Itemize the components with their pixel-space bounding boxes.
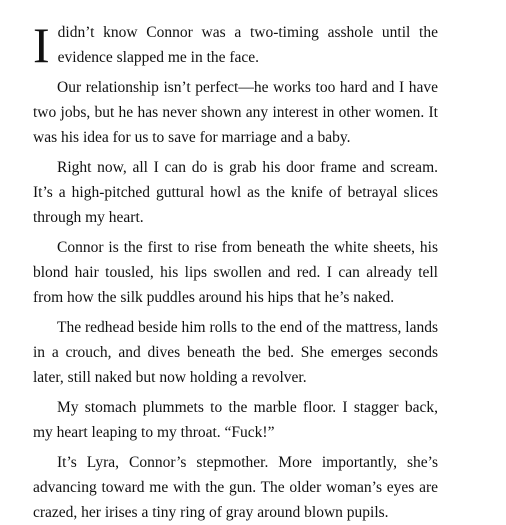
paragraph-1: [33, 17, 438, 73]
document-text: [33, 17, 438, 525]
paragraph-5: The redhead beside him rolls to the end of the mattress, lands in a crouch, and dives beneath the bed. She emerges seconds later, still naked but now holding a revolver.: [33, 319, 438, 386]
paragraph-3: Right now, all I can do is grab his door frame and scream. It’s a high-pitched guttural howl as the knife of betrayal slices through my heart.: [33, 159, 438, 226]
paragraph-1-text: didn’t know Connor was a two-timing asshole until the evidence slapped me in the face.: [57, 24, 438, 66]
paragraph-7: It’s Lyra, Connor’s stepmother. More importantly, she’s advancing toward me with the gun. The older woman’s eyes are crazed, her irises a tiny ring of gray around blown pupils.: [33, 454, 438, 521]
paragraph-2: Our relationship isn’t perfect—he works too hard and I have two jobs, but he has never shown any interest in other women. It was his idea for us to save for marriage and a baby.: [33, 79, 438, 146]
paragraph-6: My stomach plummets to the marble floor. I stagger back, my heart leaping to my throat. “Fuck!”: [33, 399, 438, 441]
drop-cap: I: [33, 17, 50, 73]
paragraph-4: Connor is the first to rise from beneath the white sheets, his blond hair tousled, his lips swollen and red. I can already tell from how the silk puddles around his hips that he’s naked.: [33, 239, 438, 306]
